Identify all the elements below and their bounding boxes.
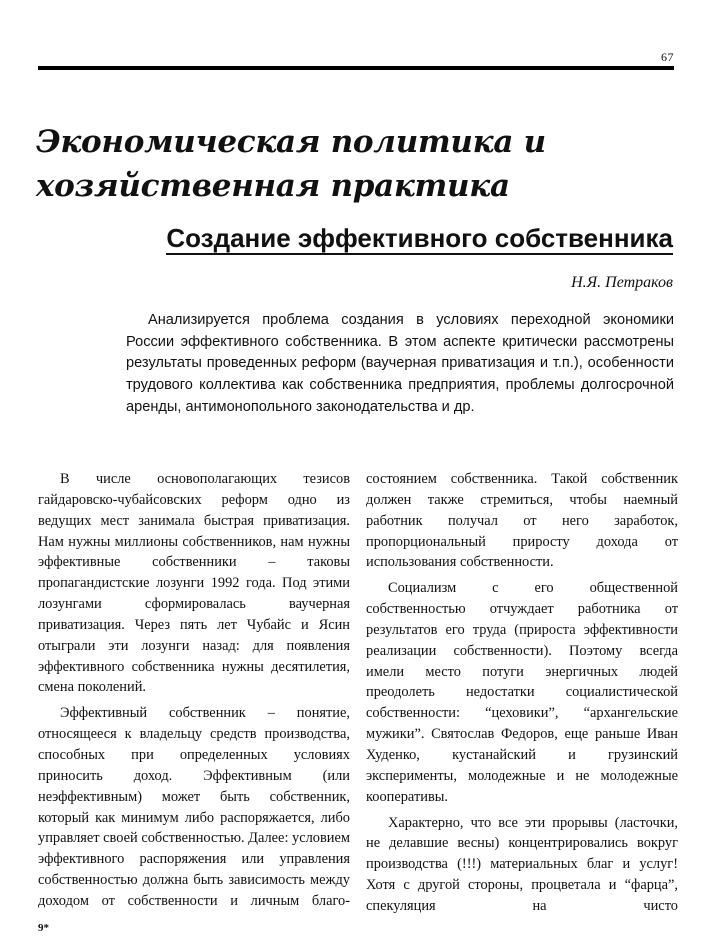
body-paragraph: В числе основополагающих тезисов гайдаровско-чубайсовских реформ одно из ведущих мест занимала быстрая приватизация. Нам нужны миллионы собственников, нам нужны эффективные собственники – таковы пропагандистские лозунги 1992 года. Под этими лозунгами сформировалась ваучерная приватизация. Через пять лет Чубайс и Ясин отыграли эти лозунги назад: для появления эффективного собственника нужны десятилетия, смена поколений. <box>38 471 350 696</box>
header-rule <box>38 66 674 70</box>
body-paragraph: Эффективный собственник – понятие, относящееся к владельцу средств производства, способных при определенных условиях приносить доход. Эффективным (или неэффективным) может быть собственник, который как минимум либо распоряжается, либо управляет своей собственностью. Далее: условием эффективного распоряжения или управления собственностью должна быть зависимость между доходом от собственности и личным благо- <box>38 705 350 909</box>
body-paragraph-continued: состоянием собственника. Такой собственник должен также стремиться, чтобы наемный работник получал от него заработок, пропорциональный приросту дохода от использования собственности. <box>366 471 678 571</box>
section-title <box>36 120 676 208</box>
article-title <box>166 222 673 254</box>
signature-mark: 9* <box>38 922 49 934</box>
body-paragraph: Социализм с его общественной собственностью отчуждает работника от результатов его труда (прироста эффективности реализации собственности). Поэтому всегда имели место потуги энергичных людей преодолеть недостатки социалистической собственности: “цеховики”, “архангельские мужики”. Святослав Федоров, еще раньше Иван Худенко, кустанайский и грузинский эксперименты, молодежные и не молодежные кооперативы. <box>366 580 678 805</box>
author-name: Н.Я. Петраков <box>571 274 673 291</box>
body-column-left <box>38 469 350 912</box>
body-paragraph: Характерно, что все эти прорывы (ласточки, не делавшие весны) концентрировались вокруг производства (!!!) материальных благ и услуг! Хотя с другой стороны, процветала и “фарца”, спекуляция на чисто <box>366 814 678 914</box>
abstract-text: Анализируется проблема создания в условиях переходной экономики России эффективного собственника. В этом аспекте критически рассмотрены результаты проведенных реформ (ваучерная приватизация и т.п.), особенности трудового коллектива как собственника предприятия, проблемы долгосрочной аренды, антимонопольного законодательства и др. <box>126 312 674 415</box>
abstract <box>126 310 674 419</box>
section-title-line-2: хозяйственная практика <box>36 168 510 204</box>
page-number: 67 <box>661 50 674 64</box>
section-title-line-1: Экономическая политика и <box>36 124 546 160</box>
article-title-text: Создание эффективного собственника <box>166 223 673 253</box>
body-column-right <box>366 469 678 917</box>
